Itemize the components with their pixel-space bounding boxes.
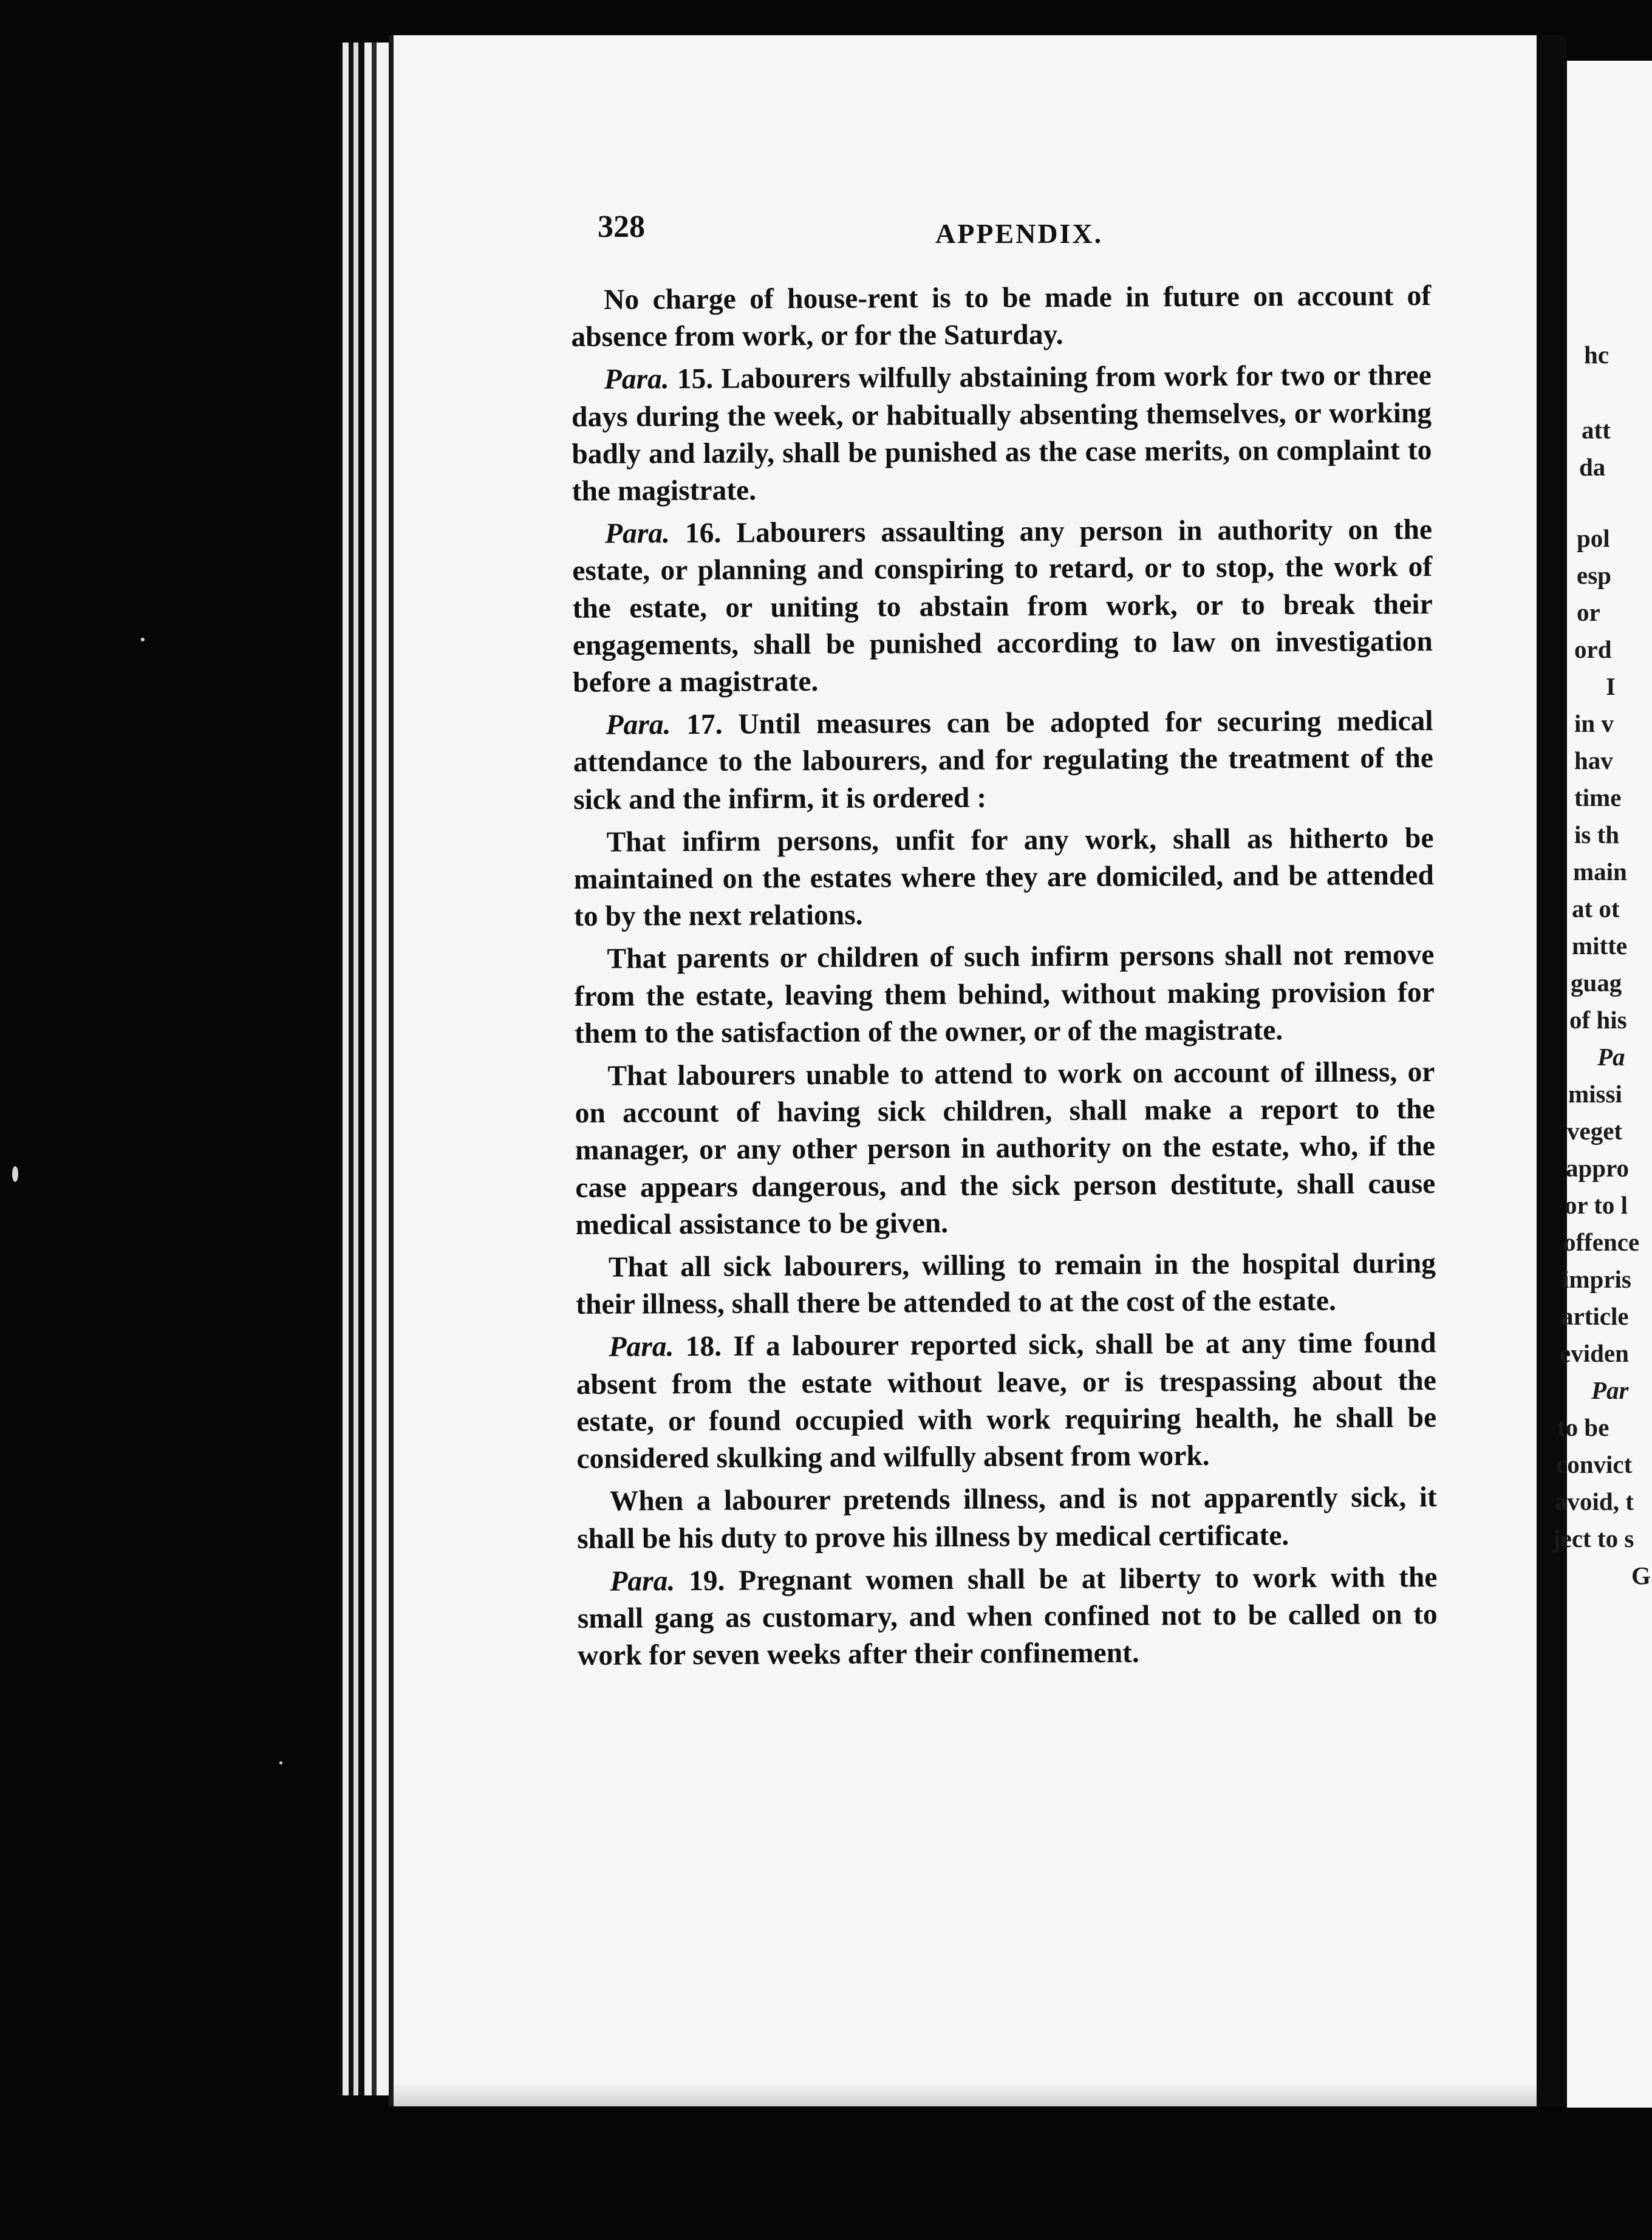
page-shadow <box>394 2082 1541 2106</box>
paragraph <box>576 1245 1436 1323</box>
facing-line: ject to s <box>1552 1525 1634 1552</box>
running-head: APPENDIX. <box>935 218 1104 249</box>
paragraph <box>573 703 1433 819</box>
page-number: 328 <box>598 210 645 244</box>
book-gutter <box>1537 35 1567 2106</box>
paragraph <box>577 1559 1438 1675</box>
facing-line: appro <box>1566 1154 1630 1182</box>
body-text <box>571 278 1438 1680</box>
para-label: Para. <box>604 517 671 550</box>
facing-line: to be <box>1557 1413 1609 1441</box>
scan-speck <box>279 1761 282 1764</box>
facing-line: at ot <box>1572 895 1620 923</box>
facing-line: veget <box>1567 1117 1623 1145</box>
facing-line: is th <box>1574 821 1620 849</box>
facing-line: eviden <box>1560 1339 1629 1367</box>
paragraph <box>572 357 1432 510</box>
paragraph <box>572 511 1433 702</box>
paragraph-text: 17. Until measures can be adopted for securing medical attendance to the labourers, and for regulating the treatment of the sick and the infirm, it is ordered : <box>573 705 1433 816</box>
facing-line: guag <box>1571 969 1622 997</box>
facing-line: I <box>1606 672 1616 700</box>
paragraph-text: 19. Pregnant women shall be at liberty to work with the small gang as customary, and when confined not to be called on to work for seven weeks after their confinement. <box>577 1561 1438 1672</box>
facing-line: Par <box>1591 1376 1629 1404</box>
facing-line: or <box>1577 598 1600 626</box>
paragraph-text: That parents or children of such infirm persons shall not remove from the estate, leaving them behind, without making provision for them to the satisfaction of the owner, or of the magistrate. <box>574 939 1435 1050</box>
paragraph <box>576 1325 1436 1478</box>
facing-line: avoid, t <box>1555 1487 1634 1515</box>
facing-line: att <box>1582 416 1611 444</box>
facing-page-fragment <box>1552 61 1652 2108</box>
facing-line: hc <box>1584 341 1609 369</box>
para-label: Para. <box>606 709 671 741</box>
paragraph <box>574 937 1435 1053</box>
paragraph <box>577 1479 1438 1557</box>
paragraph-text: 16. Labourers assaulting any person in authority on the estate, or planning and conspiring to retard, or to stop, the work of the estate, or uniting to abstain from work, or to break their engagements, shall be punished according to law on investigation before a magistrate. <box>572 514 1433 699</box>
scan-speck <box>141 638 145 641</box>
scan-speck <box>12 1166 18 1182</box>
facing-line: G <box>1631 1562 1651 1590</box>
page-header <box>598 209 1436 251</box>
paragraph-text: No charge of house-rent is to be made in future on account of absence from work, or for the Saturday. <box>571 280 1432 353</box>
facing-line: in v <box>1574 709 1614 737</box>
facing-line: pol <box>1577 524 1610 552</box>
facing-line: mitte <box>1572 932 1628 960</box>
para-label: Para. <box>609 1331 674 1364</box>
facing-line: article <box>1561 1302 1629 1330</box>
facing-line: hav <box>1574 746 1613 774</box>
paragraph-text: 15. Labourers wilfully abstaining from work for two or three days during the week, or habitually absenting themselves, or working badly and lazily, shall be punished as the case merits, on complaint to the magistrate. <box>571 360 1432 508</box>
facing-line: impris <box>1562 1265 1631 1293</box>
paragraph-text: That infirm persons, unfit for any work, shall as hitherto be maintained on the estates where they are domiciled, and be attended to by the next relations. <box>573 822 1434 933</box>
paragraph <box>571 278 1432 356</box>
facing-line: of his <box>1569 1006 1627 1034</box>
facing-line: offence <box>1563 1228 1640 1256</box>
para-label: Para. <box>604 363 669 396</box>
facing-line: time <box>1574 784 1622 811</box>
paragraph <box>573 820 1434 936</box>
paragraph-text: When a labourer pretends illness, and is not apparently sick, it shall be his duty to prove his illness by medical certificate. <box>576 1481 1437 1555</box>
facing-line: ord <box>1574 635 1612 663</box>
facing-line: da <box>1579 453 1606 481</box>
facing-line: main <box>1573 858 1627 886</box>
paragraph-text: 18. If a labourer reported sick, shall be at any time found absent from the estate without leave, or is trespassing about the estate, or found occupied with work requiring health, he shall be considered skulking and wilfully absent from work. <box>576 1327 1437 1475</box>
paragraph-text: That all sick labourers, willing to remain in the hospital during their illness, shall there be attended to at the cost of the estate. <box>576 1248 1436 1321</box>
paragraph-text: That labourers unable to attend to work on account of illness, or on account of having sick children, shall make a report to the manager, or any other person in authority on the estate, who, if the case appears dangerous, and the sick person destitute, shall cause medical assistance to be given. <box>575 1056 1436 1241</box>
facing-line: esp <box>1577 561 1611 589</box>
facing-line: Pa <box>1597 1043 1625 1071</box>
facing-line: convict <box>1556 1450 1633 1478</box>
facing-line: or to l <box>1565 1191 1628 1219</box>
facing-line: missi <box>1568 1080 1622 1108</box>
para-label: Para. <box>610 1565 675 1597</box>
paragraph <box>575 1054 1435 1244</box>
